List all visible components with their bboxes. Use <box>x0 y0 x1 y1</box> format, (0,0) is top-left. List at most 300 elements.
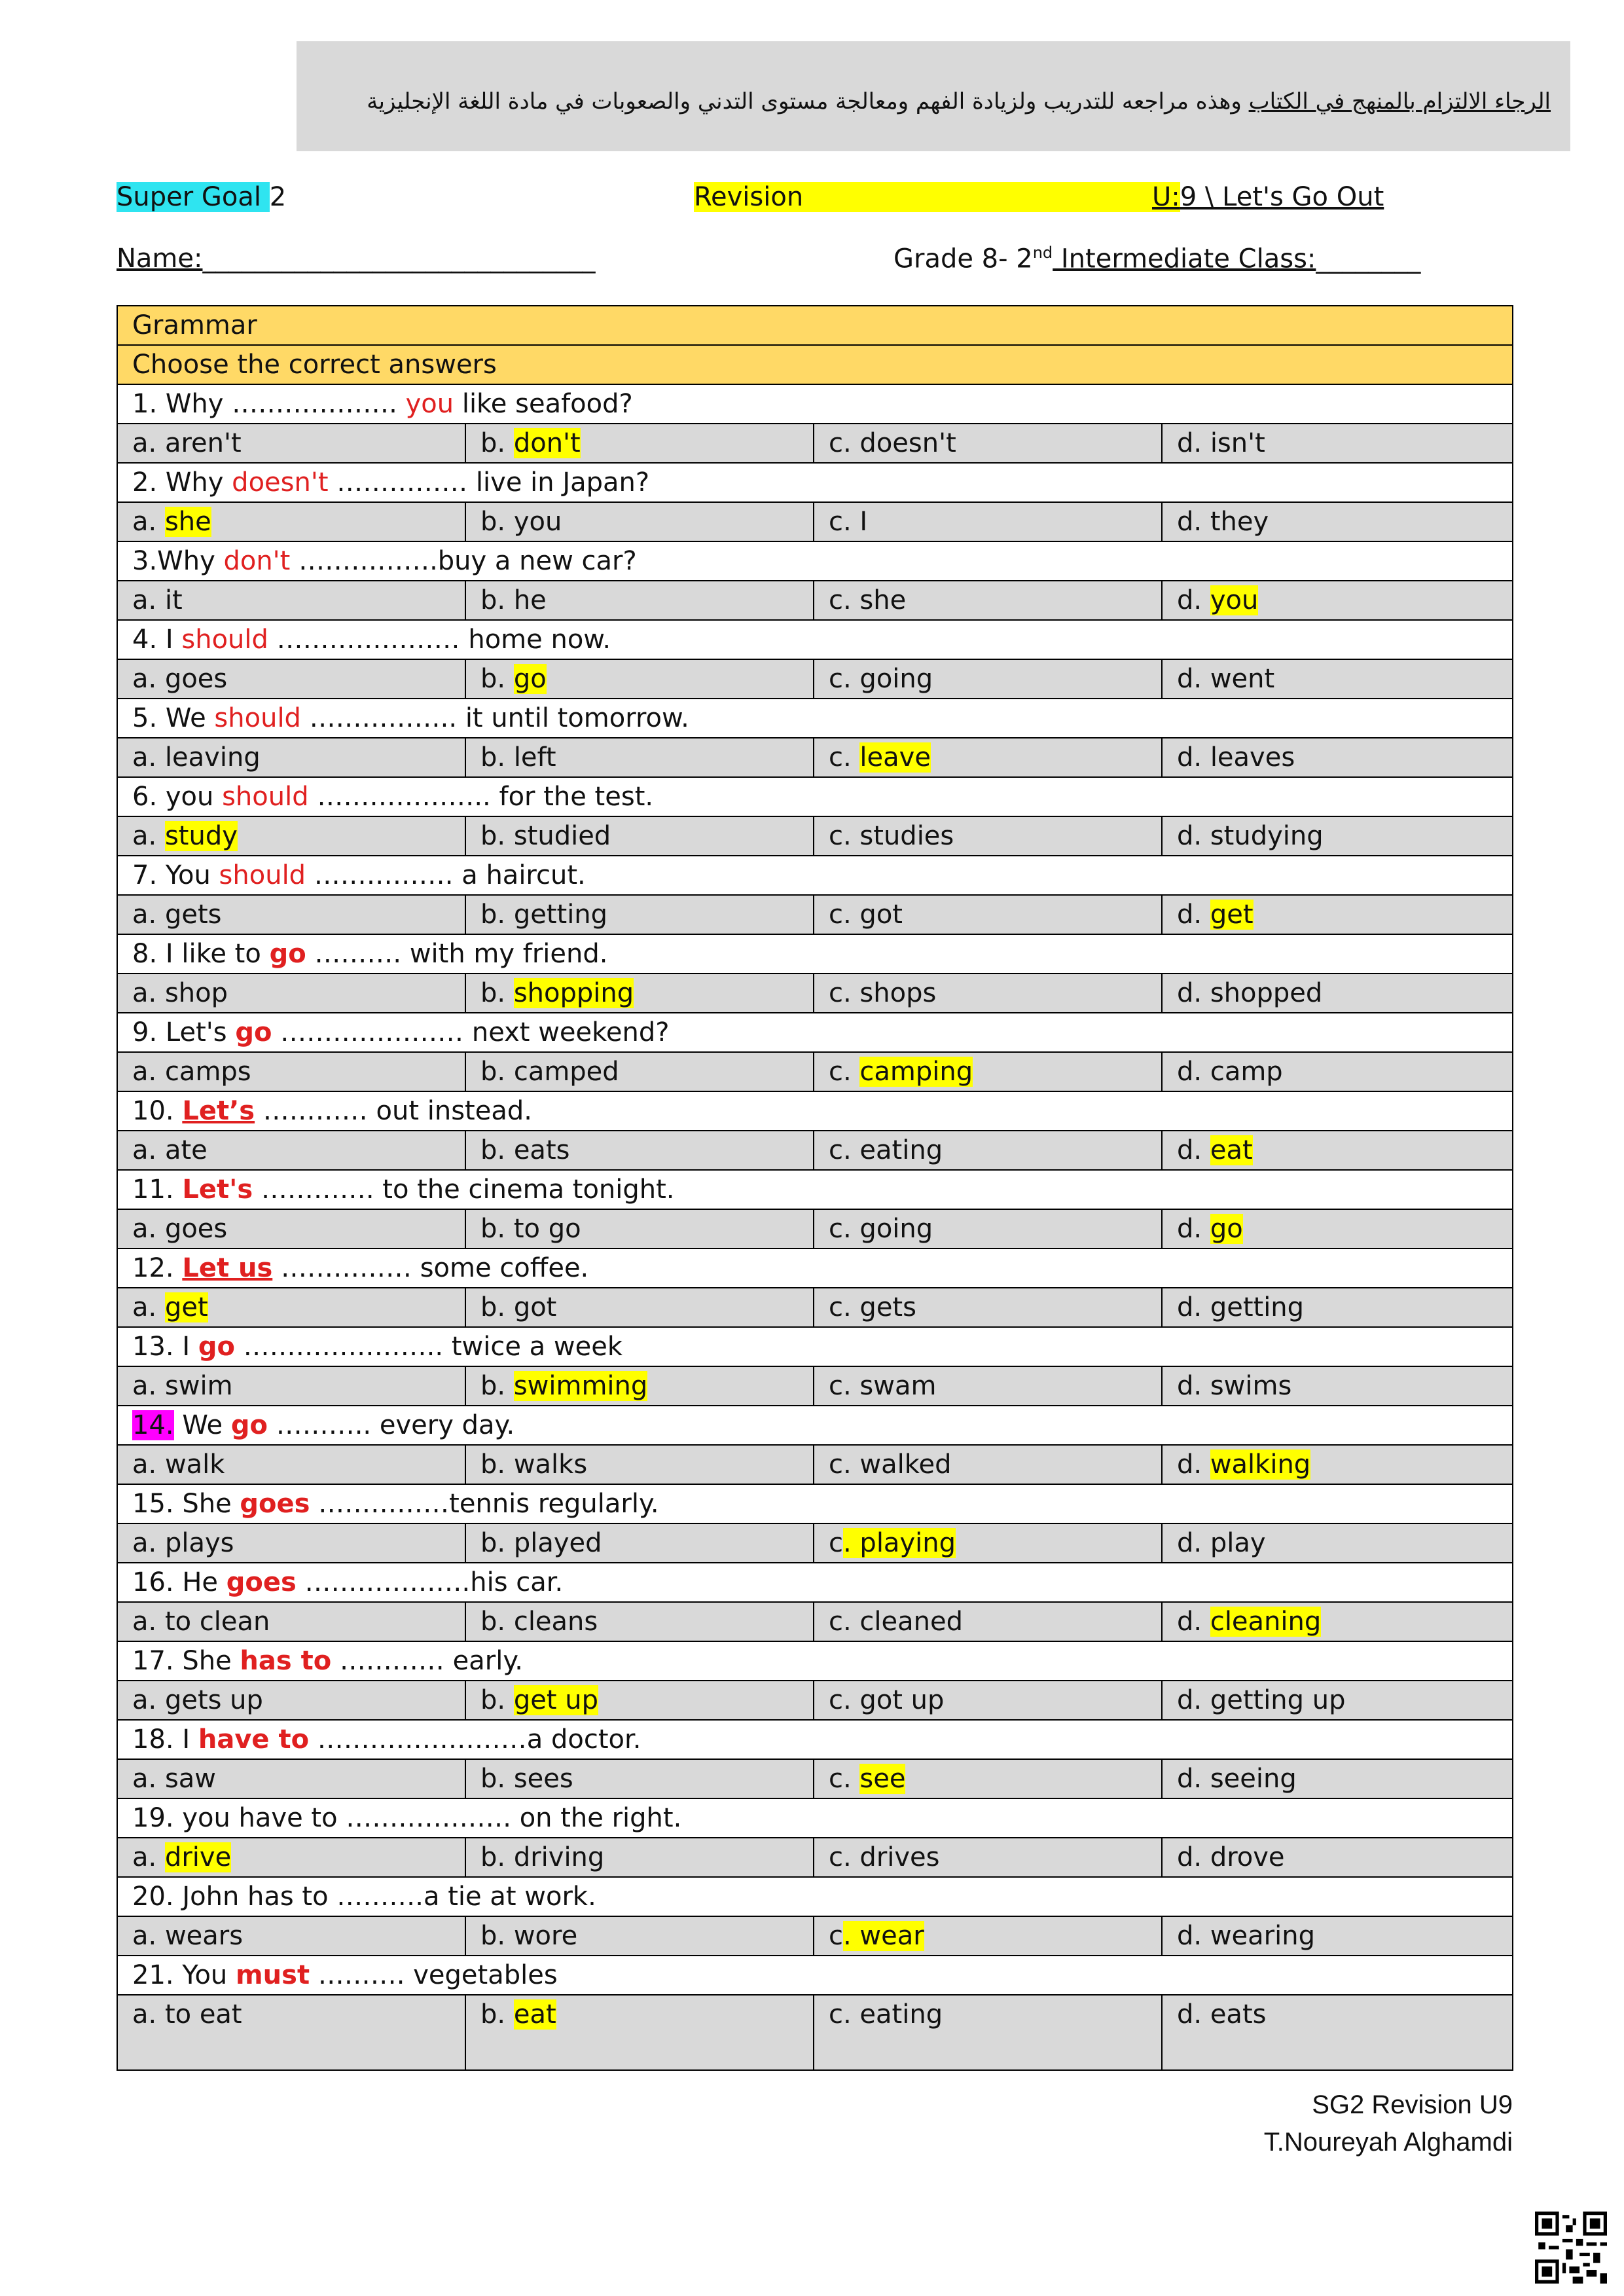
option-d[interactable] <box>1162 1366 1513 1406</box>
text-segment: ……………….. for the test. <box>308 782 654 812</box>
unit-title: 9 \ Let's Go Out <box>1180 182 1384 212</box>
option-c[interactable] <box>814 895 1162 934</box>
text-segment: d. wearing <box>1177 1921 1315 1951</box>
option-c[interactable] <box>814 1288 1162 1327</box>
keyword: doesn't <box>232 467 329 498</box>
text-segment: 13. I <box>132 1332 198 1362</box>
question-stem <box>117 1091 1513 1131</box>
question-row-9 <box>117 1013 1513 1052</box>
text-segment: c. shops <box>829 978 937 1008</box>
text-segment: b. walks <box>480 1449 588 1480</box>
text-segment: c <box>829 1921 843 1951</box>
text-segment: b. <box>480 1999 514 2030</box>
question-row-11 <box>117 1170 1513 1209</box>
text-segment: 17. She <box>132 1646 240 1676</box>
option-a[interactable] <box>117 502 465 541</box>
options-row-21 <box>117 1995 1513 2070</box>
option-a[interactable] <box>117 1445 465 1484</box>
question-row-14 <box>117 1406 1513 1445</box>
option-c[interactable] <box>814 1916 1162 1956</box>
option-a[interactable] <box>117 659 465 699</box>
option-d[interactable] <box>1162 581 1513 620</box>
option-a[interactable] <box>117 1838 465 1877</box>
option-d[interactable] <box>1162 1995 1513 2070</box>
footer-line-2: T.Noureyah Alghamdi <box>1263 2128 1513 2157</box>
text-segment: c. going <box>829 1214 933 1244</box>
question-stem <box>117 541 1513 581</box>
option-c[interactable] <box>814 1602 1162 1641</box>
options-row-11 <box>117 1209 1513 1248</box>
answer-highlight: leave <box>859 742 931 773</box>
text-segment: c. gets <box>829 1292 916 1322</box>
text-segment: a. leaving <box>132 742 261 773</box>
text-segment: c. going <box>829 664 933 694</box>
option-a[interactable] <box>117 1916 465 1956</box>
question-row-10 <box>117 1091 1513 1131</box>
text-segment: b. cleans <box>480 1607 598 1637</box>
option-a[interactable] <box>117 895 465 934</box>
instruction-heading: Choose the correct answers <box>117 345 1513 384</box>
text-segment: c. <box>829 1764 860 1794</box>
text-segment: 1. Why ………………. <box>132 389 406 419</box>
text-segment: d. they <box>1177 507 1269 537</box>
options-row-7 <box>117 895 1513 934</box>
option-d[interactable] <box>1162 816 1513 856</box>
text-segment: 12. <box>132 1253 183 1283</box>
question-stem <box>117 1170 1513 1209</box>
text-segment: 9. Let's <box>132 1017 236 1048</box>
text-segment: 2. Why <box>132 467 232 498</box>
text-segment: a. goes <box>132 664 228 694</box>
text-segment: d. eats <box>1177 1999 1267 2030</box>
text-segment: b. <box>480 428 514 458</box>
text-segment: b. getting <box>480 900 608 930</box>
option-c[interactable] <box>814 1445 1162 1484</box>
option-b[interactable] <box>465 424 814 463</box>
question-row-19 <box>117 1798 1513 1838</box>
answer-highlight: drive <box>164 1842 232 1872</box>
text-segment: a. walk <box>132 1449 225 1480</box>
answer-highlight: walking <box>1210 1449 1311 1480</box>
text-segment: d. <box>1177 1449 1210 1480</box>
text-segment: like seafood? <box>454 389 633 419</box>
option-d[interactable] <box>1162 1131 1513 1170</box>
option-b[interactable] <box>465 974 814 1013</box>
text-segment: b. he <box>480 585 547 615</box>
option-a[interactable] <box>117 1995 465 2070</box>
text-segment: ………………… next weekend? <box>272 1017 670 1048</box>
text-segment: a. ate <box>132 1135 208 1165</box>
text-segment: b. got <box>480 1292 557 1322</box>
unit-label <box>1152 182 1384 212</box>
question-stem <box>117 1641 1513 1681</box>
text-segment: b. studied <box>480 821 611 851</box>
option-d[interactable] <box>1162 974 1513 1013</box>
text-segment: c <box>829 1528 843 1558</box>
option-b[interactable] <box>465 1288 814 1327</box>
question-row-18 <box>117 1720 1513 1759</box>
option-a[interactable] <box>117 1523 465 1563</box>
answer-highlight: go <box>1210 1214 1243 1244</box>
option-d[interactable] <box>1162 659 1513 699</box>
option-d[interactable] <box>1162 1602 1513 1641</box>
text-segment: 3.Why <box>132 546 224 576</box>
question-stem <box>117 1406 1513 1445</box>
text-segment: d. shopped <box>1177 978 1323 1008</box>
options-row-16 <box>117 1602 1513 1641</box>
text-segment: 16. He <box>132 1567 226 1597</box>
text-segment: b. left <box>480 742 556 773</box>
options-row-1 <box>117 424 1513 463</box>
keyword: should <box>222 782 309 812</box>
text-segment: a. to clean <box>132 1607 270 1637</box>
keyword: Let us <box>182 1253 273 1283</box>
option-b[interactable] <box>465 1681 814 1720</box>
option-c[interactable] <box>814 816 1162 856</box>
text-segment: a. plays <box>132 1528 234 1558</box>
option-a[interactable] <box>117 1131 465 1170</box>
option-d[interactable] <box>1162 1523 1513 1563</box>
keyword: has to <box>240 1646 332 1676</box>
text-segment: b. <box>480 978 514 1008</box>
text-segment: ………………… home now. <box>268 625 611 655</box>
option-a[interactable] <box>117 1209 465 1248</box>
question-stem <box>117 1327 1513 1366</box>
text-segment: d. <box>1177 585 1210 615</box>
text-segment: ………… early. <box>331 1646 524 1676</box>
question-stem <box>117 620 1513 659</box>
text-segment: c. cleaned <box>829 1607 963 1637</box>
option-c[interactable] <box>814 974 1162 1013</box>
options-row-20 <box>117 1916 1513 1956</box>
option-c[interactable] <box>814 424 1162 463</box>
text-segment: d. getting <box>1177 1292 1305 1322</box>
text-segment: d. getting up <box>1177 1685 1346 1715</box>
text-segment: c. studies <box>829 821 954 851</box>
revision-label <box>694 182 1152 212</box>
question-stem <box>117 777 1513 816</box>
grade-label: Grade 8- 2 <box>893 244 1033 274</box>
text-segment: a. goes <box>132 1214 228 1244</box>
option-d[interactable] <box>1162 1209 1513 1248</box>
option-c[interactable] <box>814 1523 1162 1563</box>
option-d[interactable] <box>1162 1445 1513 1484</box>
question-stem <box>117 463 1513 502</box>
question-stem <box>117 1563 1513 1602</box>
unit-prefix: U: <box>1152 182 1180 212</box>
book-title-highlight: Super Goal <box>117 182 270 212</box>
qr-code-icon <box>1535 2212 1607 2284</box>
answer-highlight: cleaning <box>1210 1607 1322 1637</box>
text-segment: c. I <box>829 507 868 537</box>
keyword: Let's <box>182 1175 253 1205</box>
answer-highlight: she <box>164 507 211 537</box>
text-segment: d. <box>1177 1135 1210 1165</box>
name-line: ______________________________ <box>202 244 596 274</box>
option-b[interactable] <box>465 738 814 777</box>
text-segment: d. play <box>1177 1528 1266 1558</box>
option-d[interactable] <box>1162 1916 1513 1956</box>
option-c[interactable] <box>814 1366 1162 1406</box>
text-segment: a. saw <box>132 1764 217 1794</box>
question-row-3 <box>117 541 1513 581</box>
option-c[interactable] <box>814 1681 1162 1720</box>
option-d[interactable] <box>1162 424 1513 463</box>
option-d[interactable] <box>1162 502 1513 541</box>
option-b[interactable] <box>465 1759 814 1798</box>
option-b[interactable] <box>465 1366 814 1406</box>
text-segment: b. sees <box>480 1764 573 1794</box>
answer-highlight: . playing <box>843 1528 956 1558</box>
name-label: Name: <box>117 244 203 274</box>
option-c[interactable] <box>814 1131 1162 1170</box>
option-a[interactable] <box>117 1366 465 1406</box>
option-b[interactable] <box>465 581 814 620</box>
option-b[interactable] <box>465 1995 814 2070</box>
text-segment: a. shop <box>132 978 228 1008</box>
option-d[interactable] <box>1162 895 1513 934</box>
question-stem <box>117 856 1513 895</box>
text-segment: ……………. a haircut. <box>306 860 586 890</box>
text-segment: b. <box>480 1685 514 1715</box>
option-b[interactable] <box>465 1209 814 1248</box>
options-row-6 <box>117 816 1513 856</box>
answer-highlight: don't <box>513 428 581 458</box>
option-c[interactable] <box>814 581 1162 620</box>
text-segment: ………………….. twice a week <box>234 1332 623 1362</box>
grammar-table <box>117 305 1513 2071</box>
text-segment: c. doesn't <box>829 428 956 458</box>
options-row-17 <box>117 1681 1513 1720</box>
text-segment: d. seeing <box>1177 1764 1297 1794</box>
question-stem <box>117 1877 1513 1916</box>
option-b[interactable] <box>465 816 814 856</box>
text-segment: ……………………a doctor. <box>309 1724 641 1755</box>
text-segment: b. you <box>480 507 562 537</box>
option-d[interactable] <box>1162 1288 1513 1327</box>
text-segment: a. <box>132 1842 165 1872</box>
option-c[interactable] <box>814 1759 1162 1798</box>
option-a[interactable] <box>117 1288 465 1327</box>
book-number: 2 <box>269 182 287 212</box>
question-row-7 <box>117 856 1513 895</box>
option-a[interactable] <box>117 581 465 620</box>
text-segment: a. gets <box>132 900 222 930</box>
keyword: have to <box>198 1724 310 1755</box>
grammar-heading: Grammar <box>117 306 1513 345</box>
options-row-19 <box>117 1838 1513 1877</box>
option-b[interactable] <box>465 1131 814 1170</box>
text-segment: …………….. it until tomorrow. <box>300 703 689 733</box>
option-c[interactable] <box>814 1209 1162 1248</box>
answer-highlight: eat <box>513 1999 556 2030</box>
option-b[interactable] <box>465 1838 814 1877</box>
text-segment: c. <box>829 1057 860 1087</box>
arabic-instruction-underlined: الرجاء الالتزام بالمنهج في الكتاب <box>1248 88 1551 115</box>
answer-highlight: shopping <box>513 978 634 1008</box>
question-row-13 <box>117 1327 1513 1366</box>
text-segment: b. wore <box>480 1921 578 1951</box>
answer-highlight: study <box>164 821 238 851</box>
option-c[interactable] <box>814 1052 1162 1091</box>
text-segment: 11. <box>132 1175 183 1205</box>
option-d[interactable] <box>1162 1052 1513 1091</box>
text-segment: We <box>173 1410 231 1440</box>
option-d[interactable] <box>1162 738 1513 777</box>
option-a[interactable] <box>117 1602 465 1641</box>
option-d[interactable] <box>1162 1838 1513 1877</box>
text-segment: c. got up <box>829 1685 945 1715</box>
text-segment: …………….buy a new car? <box>290 546 637 576</box>
question-stem <box>117 699 1513 738</box>
question-stem <box>117 1798 1513 1838</box>
text-segment: 15. She <box>132 1489 240 1519</box>
text-segment: b. <box>480 664 514 694</box>
question-row-1 <box>117 384 1513 424</box>
text-segment: a. wears <box>132 1921 244 1951</box>
option-a[interactable] <box>117 424 465 463</box>
text-segment: c. drives <box>829 1842 940 1872</box>
question-stem <box>117 1484 1513 1523</box>
answer-highlight: camping <box>859 1057 973 1087</box>
text-segment: b. <box>480 1371 514 1401</box>
text-segment: ………. with my friend. <box>306 939 608 969</box>
text-segment: a. to eat <box>132 1999 242 2030</box>
keyword: goes <box>240 1489 310 1519</box>
options-row-14 <box>117 1445 1513 1484</box>
grade-superscript: nd <box>1032 244 1053 262</box>
text-segment: ……………tennis regularly. <box>310 1489 659 1519</box>
text-segment: b. to go <box>480 1214 581 1244</box>
text-segment: a. aren't <box>132 428 242 458</box>
text-segment: b. eats <box>480 1135 570 1165</box>
options-row-9 <box>117 1052 1513 1091</box>
option-b[interactable] <box>465 502 814 541</box>
option-b[interactable] <box>465 1052 814 1091</box>
text-segment: 21. You <box>132 1960 236 1990</box>
text-segment: c. eating <box>829 1135 943 1165</box>
text-segment: …………… live in Japan? <box>328 467 650 498</box>
option-c[interactable] <box>814 1995 1162 2070</box>
text-segment: c. she <box>829 585 907 615</box>
text-segment: c. got <box>829 900 903 930</box>
question-row-21 <box>117 1956 1513 1995</box>
option-b[interactable] <box>465 895 814 934</box>
text-segment: 4. I <box>132 625 182 655</box>
section-row <box>117 306 1513 345</box>
answer-highlight: you <box>1210 585 1259 615</box>
options-row-8 <box>117 974 1513 1013</box>
option-a[interactable] <box>117 1052 465 1091</box>
option-b[interactable] <box>465 659 814 699</box>
text-segment: 18. I <box>132 1724 198 1755</box>
question-row-20 <box>117 1877 1513 1916</box>
keyword: should <box>214 703 301 733</box>
text-segment: ………. vegetables <box>310 1960 558 1990</box>
keyword: must <box>236 1960 310 1990</box>
question-row-6 <box>117 777 1513 816</box>
book-title <box>117 182 286 212</box>
option-c[interactable] <box>814 1838 1162 1877</box>
keyword: don't <box>223 546 291 576</box>
answer-highlight: swimming <box>513 1371 648 1401</box>
option-a[interactable] <box>117 1759 465 1798</box>
arabic-instruction-banner <box>297 41 1570 151</box>
question-stem <box>117 1248 1513 1288</box>
text-segment: 5. We <box>132 703 215 733</box>
option-a[interactable] <box>117 738 465 777</box>
text-segment: d. <box>1177 1607 1210 1637</box>
keyword: should <box>219 860 306 890</box>
option-b[interactable] <box>465 1523 814 1563</box>
option-a[interactable] <box>117 1681 465 1720</box>
text-segment: c. walked <box>829 1449 952 1480</box>
instruction-row <box>117 345 1513 384</box>
name-field[interactable] <box>117 244 595 274</box>
text-segment: …………… some coffee. <box>272 1253 589 1283</box>
keyword: go <box>269 939 306 969</box>
answer-highlight: get up <box>513 1685 598 1715</box>
option-c[interactable] <box>814 738 1162 777</box>
text-segment: d. <box>1177 900 1210 930</box>
text-segment: d. swims <box>1177 1371 1292 1401</box>
question-row-2 <box>117 463 1513 502</box>
answer-highlight: get <box>1210 900 1254 930</box>
option-a[interactable] <box>117 974 465 1013</box>
grade-class-field[interactable] <box>893 244 1420 274</box>
question-stem <box>117 384 1513 424</box>
option-b[interactable] <box>465 1602 814 1641</box>
options-row-12 <box>117 1288 1513 1327</box>
answer-highlight: get <box>164 1292 208 1322</box>
question-row-5 <box>117 699 1513 738</box>
text-segment: a. <box>132 507 165 537</box>
keyword: 14. <box>132 1410 174 1440</box>
options-row-15 <box>117 1523 1513 1563</box>
option-b[interactable] <box>465 1445 814 1484</box>
options-row-13 <box>117 1366 1513 1406</box>
option-d[interactable] <box>1162 1759 1513 1798</box>
text-segment: a. <box>132 821 165 851</box>
keyword: go <box>230 1410 268 1440</box>
options-row-4 <box>117 659 1513 699</box>
question-row-17 <box>117 1641 1513 1681</box>
option-c[interactable] <box>814 502 1162 541</box>
text-segment: a. <box>132 1292 165 1322</box>
text-segment: 6. you <box>132 782 223 812</box>
class-line: ________ <box>1316 244 1421 274</box>
options-row-18 <box>117 1759 1513 1798</box>
arabic-instruction-text: وهذه مراجعه للتدريب ولزيادة الفهم ومعالجة مستوى التدني والصعوبات في مادة اللغة الإنجليزية <box>367 88 1249 115</box>
options-row-10 <box>117 1131 1513 1170</box>
answer-highlight: see <box>859 1764 906 1794</box>
option-c[interactable] <box>814 659 1162 699</box>
option-d[interactable] <box>1162 1681 1513 1720</box>
text-segment: ……….. every day. <box>268 1410 515 1440</box>
text-segment: c. <box>829 742 860 773</box>
text-segment: d. studying <box>1177 821 1324 851</box>
option-b[interactable] <box>465 1916 814 1956</box>
option-a[interactable] <box>117 816 465 856</box>
text-segment: 8. I like to <box>132 939 270 969</box>
keyword: should <box>181 625 268 655</box>
answer-highlight: go <box>513 664 547 694</box>
answer-highlight: . wear <box>843 1921 924 1951</box>
question-row-16 <box>117 1563 1513 1602</box>
keyword: goes <box>226 1567 297 1597</box>
text-segment: c. swam <box>829 1371 937 1401</box>
answer-highlight: eat <box>1210 1135 1253 1165</box>
